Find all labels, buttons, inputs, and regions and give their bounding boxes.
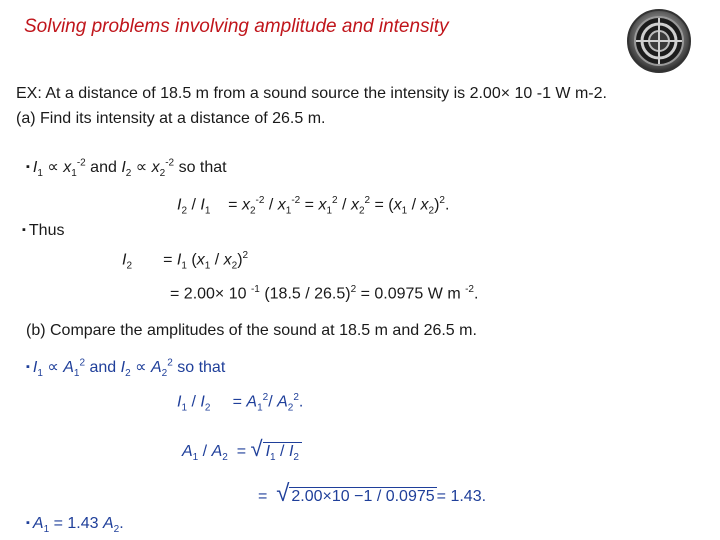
- circular-grille-logo-icon: [626, 8, 692, 74]
- amplitude-ratio-result: = √ 2.00×10 −1 / 0.0975 = 1.43.: [258, 480, 487, 507]
- intensity-ratio-equation: $I_2 / I_1$ = $x_2^{-2} / x_1^{-2} = x_1^2 / x_2^2 = (x_1 / x_2)^2$.: [177, 195, 450, 217]
- amplitude-ratio-sqrt: $A_1 / A_2$ = √ $I_1 / I_2$: [182, 436, 302, 463]
- slide-title: Solving problems involving amplitude and intensity: [24, 16, 449, 37]
- amplitude-conclusion: ▪ $A_1 = 1.43$ $A_2$.: [26, 515, 124, 536]
- example-statement: EX: At a distance of 18.5 m from a sound source the intensity is 2.00× 10 -1 W m-2.: [16, 85, 607, 102]
- intensity-amplitude-ratio: $I_1 / I_2$ = $A_1^2/$ $A_2^2$.: [177, 392, 304, 414]
- intensity-proportionality: ▪ $I_1 \propto x_1^{-2}$ and $I_2 \propto x_2^{-2}$ so that: [26, 157, 227, 180]
- thus-label: ▪ Thus: [22, 222, 65, 239]
- part-a-question: (a) Find its intensity at a distance of 26.5 m.: [16, 110, 326, 127]
- sqrt-result: = 1.43.: [436, 488, 487, 505]
- i2-result: = 2.00× 10 $^{-1}$ (18.5 / 26.5)$^2$ = 0.0975 W m $^{-2}$.: [170, 284, 479, 303]
- i2-equation: $I_2$ = $I_1$ $(x_1 / x_2)^2$: [122, 250, 249, 272]
- part-b-question: (b) Compare the amplitudes of the sound at 18.5 m and 26.5 m.: [26, 322, 477, 339]
- amplitude-proportionality: ▪ $I_1 \propto A_1^2$ and $I_2 \propto A_2^2$ so that: [26, 357, 226, 380]
- sqrt-value: 2.00×10 −1 / 0.0975: [291, 488, 435, 505]
- thus-text: Thus: [28, 222, 65, 239]
